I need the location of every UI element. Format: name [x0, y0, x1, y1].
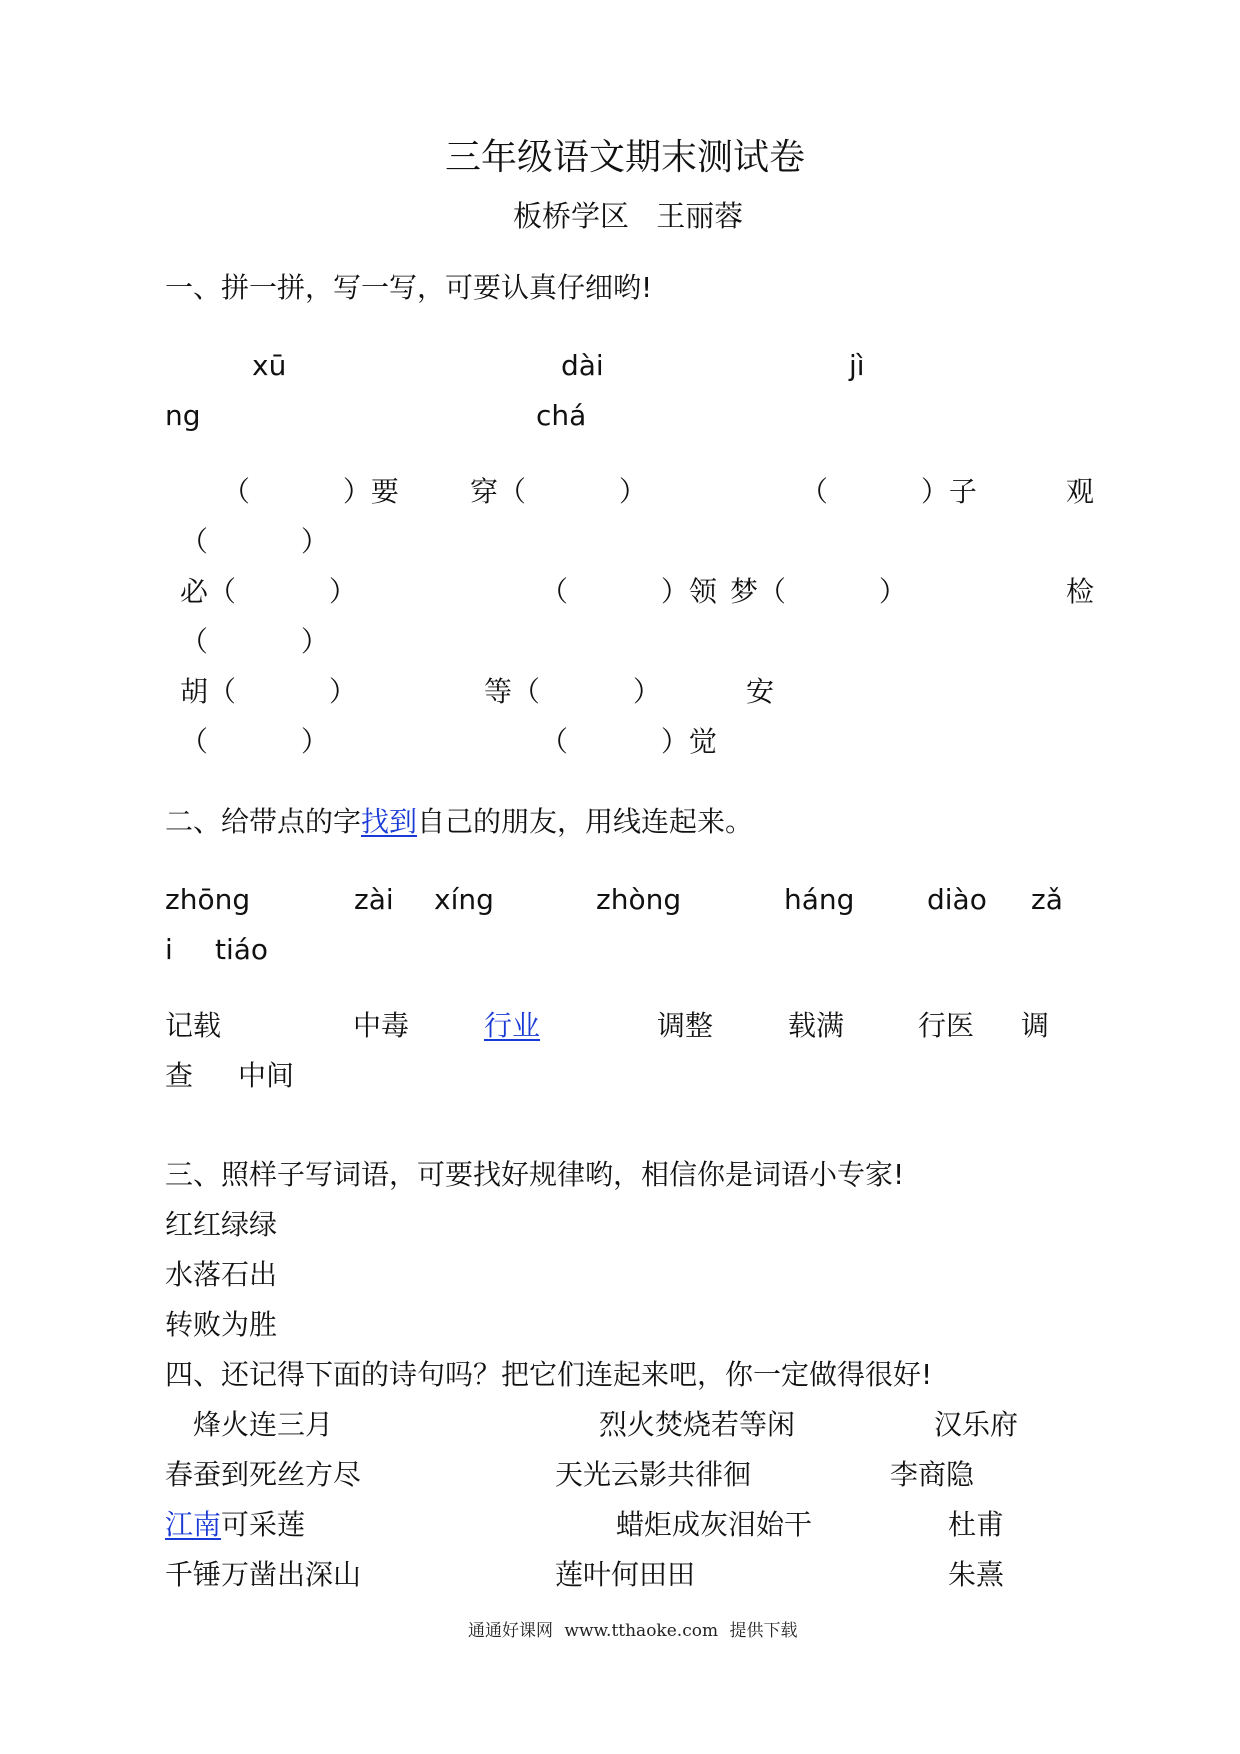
section-3-heading: 三、照样子写词语，可要找好规律哟，相信你是词语小专家!	[165, 1158, 905, 1191]
section-2-heading-end: 自己的朋友，用线连起来。	[417, 805, 754, 838]
footer-source: 通通好课网 www.tthaoke.com 提供下载	[468, 1621, 798, 1641]
word-an: 安	[746, 675, 775, 708]
poem-line-lianye: 莲叶何田田	[555, 1558, 696, 1591]
blank-deng: 等（ ）	[484, 675, 661, 708]
poem-line-qianchui: 千锤万凿出深山	[165, 1558, 362, 1591]
poem-line-chuncan: 春蚕到死丝方尽	[165, 1458, 362, 1491]
poet-dufu: 杜甫	[948, 1508, 1005, 1541]
word-jizai: 记载	[165, 1009, 222, 1042]
blank-meng: 梦（ ）	[730, 575, 907, 608]
example-honghonglvlv: 红红绿绿	[165, 1208, 278, 1241]
pinyin-ng: ng	[165, 399, 201, 432]
section-2-heading	[165, 804, 753, 840]
pinyin-cha: chá	[536, 399, 587, 432]
poem-line-tianguang: 天光云影共徘徊	[555, 1458, 752, 1491]
poet-lishangyin: 李商隐	[890, 1458, 975, 1491]
blank-an: （ ）	[180, 725, 329, 758]
blank-bi: 必（ ）	[180, 575, 357, 608]
pinyin-za: zǎ	[1031, 883, 1063, 916]
word-cha: 查	[165, 1059, 194, 1092]
poem-line-jiangnan	[165, 1507, 305, 1543]
blank-zi: （ ）子	[800, 475, 977, 508]
poem-line-jiangnan-rest: 可采莲	[221, 1508, 306, 1541]
blank-yao: （ ）要	[222, 475, 399, 508]
poem-line-liehuo: 烈火焚烧若等闲	[599, 1408, 796, 1441]
pinyin-tiao: tiáo	[215, 933, 269, 966]
section-1-heading: 一、拼一拼，写一写，可要认真仔细哟!	[165, 271, 653, 304]
blank-ling: （ ）领	[540, 575, 717, 608]
poet-hanyuefu: 汉乐府	[934, 1408, 1019, 1441]
pinyin-hang: háng	[784, 883, 855, 916]
pinyin-zhong1: zhōng	[165, 883, 251, 916]
pinyin-diao: diào	[927, 883, 987, 916]
word-xingyi: 行医	[918, 1009, 975, 1042]
pinyin-zai: zài	[354, 883, 394, 916]
find-link[interactable]: 找到	[361, 805, 418, 838]
poem-line-fenghuo: 烽火连三月	[193, 1408, 334, 1441]
blank-chuan: 穿（ ）	[470, 475, 647, 508]
blank-hu: 胡（ ）	[180, 675, 357, 708]
word-guan: 观	[1066, 475, 1095, 508]
pinyin-dai: dài	[561, 349, 604, 382]
jiangnan-link[interactable]: 江南	[165, 1508, 222, 1541]
example-shuiluoshichu: 水落石出	[165, 1258, 278, 1291]
section-4-heading: 四、还记得下面的诗句吗？把它们连起来吧，你一定做得很好!	[165, 1358, 933, 1391]
word-zhongjian: 中间	[238, 1059, 295, 1092]
example-zhuanbaiweisheng: 转败为胜	[165, 1308, 278, 1341]
word-tiao: 调	[1021, 1009, 1050, 1042]
word-jian: 检	[1066, 575, 1095, 608]
pinyin-i: i	[165, 933, 173, 966]
word-hangye-link[interactable]: 行业	[484, 1009, 541, 1042]
poem-line-laju: 蜡炬成灰泪始干	[616, 1508, 813, 1541]
word-tiaozheng: 调整	[657, 1009, 714, 1042]
blank-guan: （ ）	[180, 525, 329, 558]
word-zaiman: 载满	[788, 1009, 845, 1042]
blank-jian: （ ）	[180, 625, 329, 658]
author-line: 板桥学区 王丽蓉	[513, 199, 744, 233]
pinyin-zhong4: zhòng	[596, 883, 682, 916]
poet-zhuxi: 朱熹	[948, 1558, 1005, 1591]
page-title: 三年级语文期末测试卷	[445, 137, 806, 178]
section-2-heading-start: 二、给带点的字	[165, 805, 362, 838]
pinyin-ji: jì	[849, 349, 865, 382]
pinyin-xing: xíng	[434, 883, 494, 916]
pinyin-xu: xū	[252, 349, 287, 382]
word-zhongdu: 中毒	[353, 1009, 410, 1042]
blank-jue: （ ）觉	[540, 725, 717, 758]
